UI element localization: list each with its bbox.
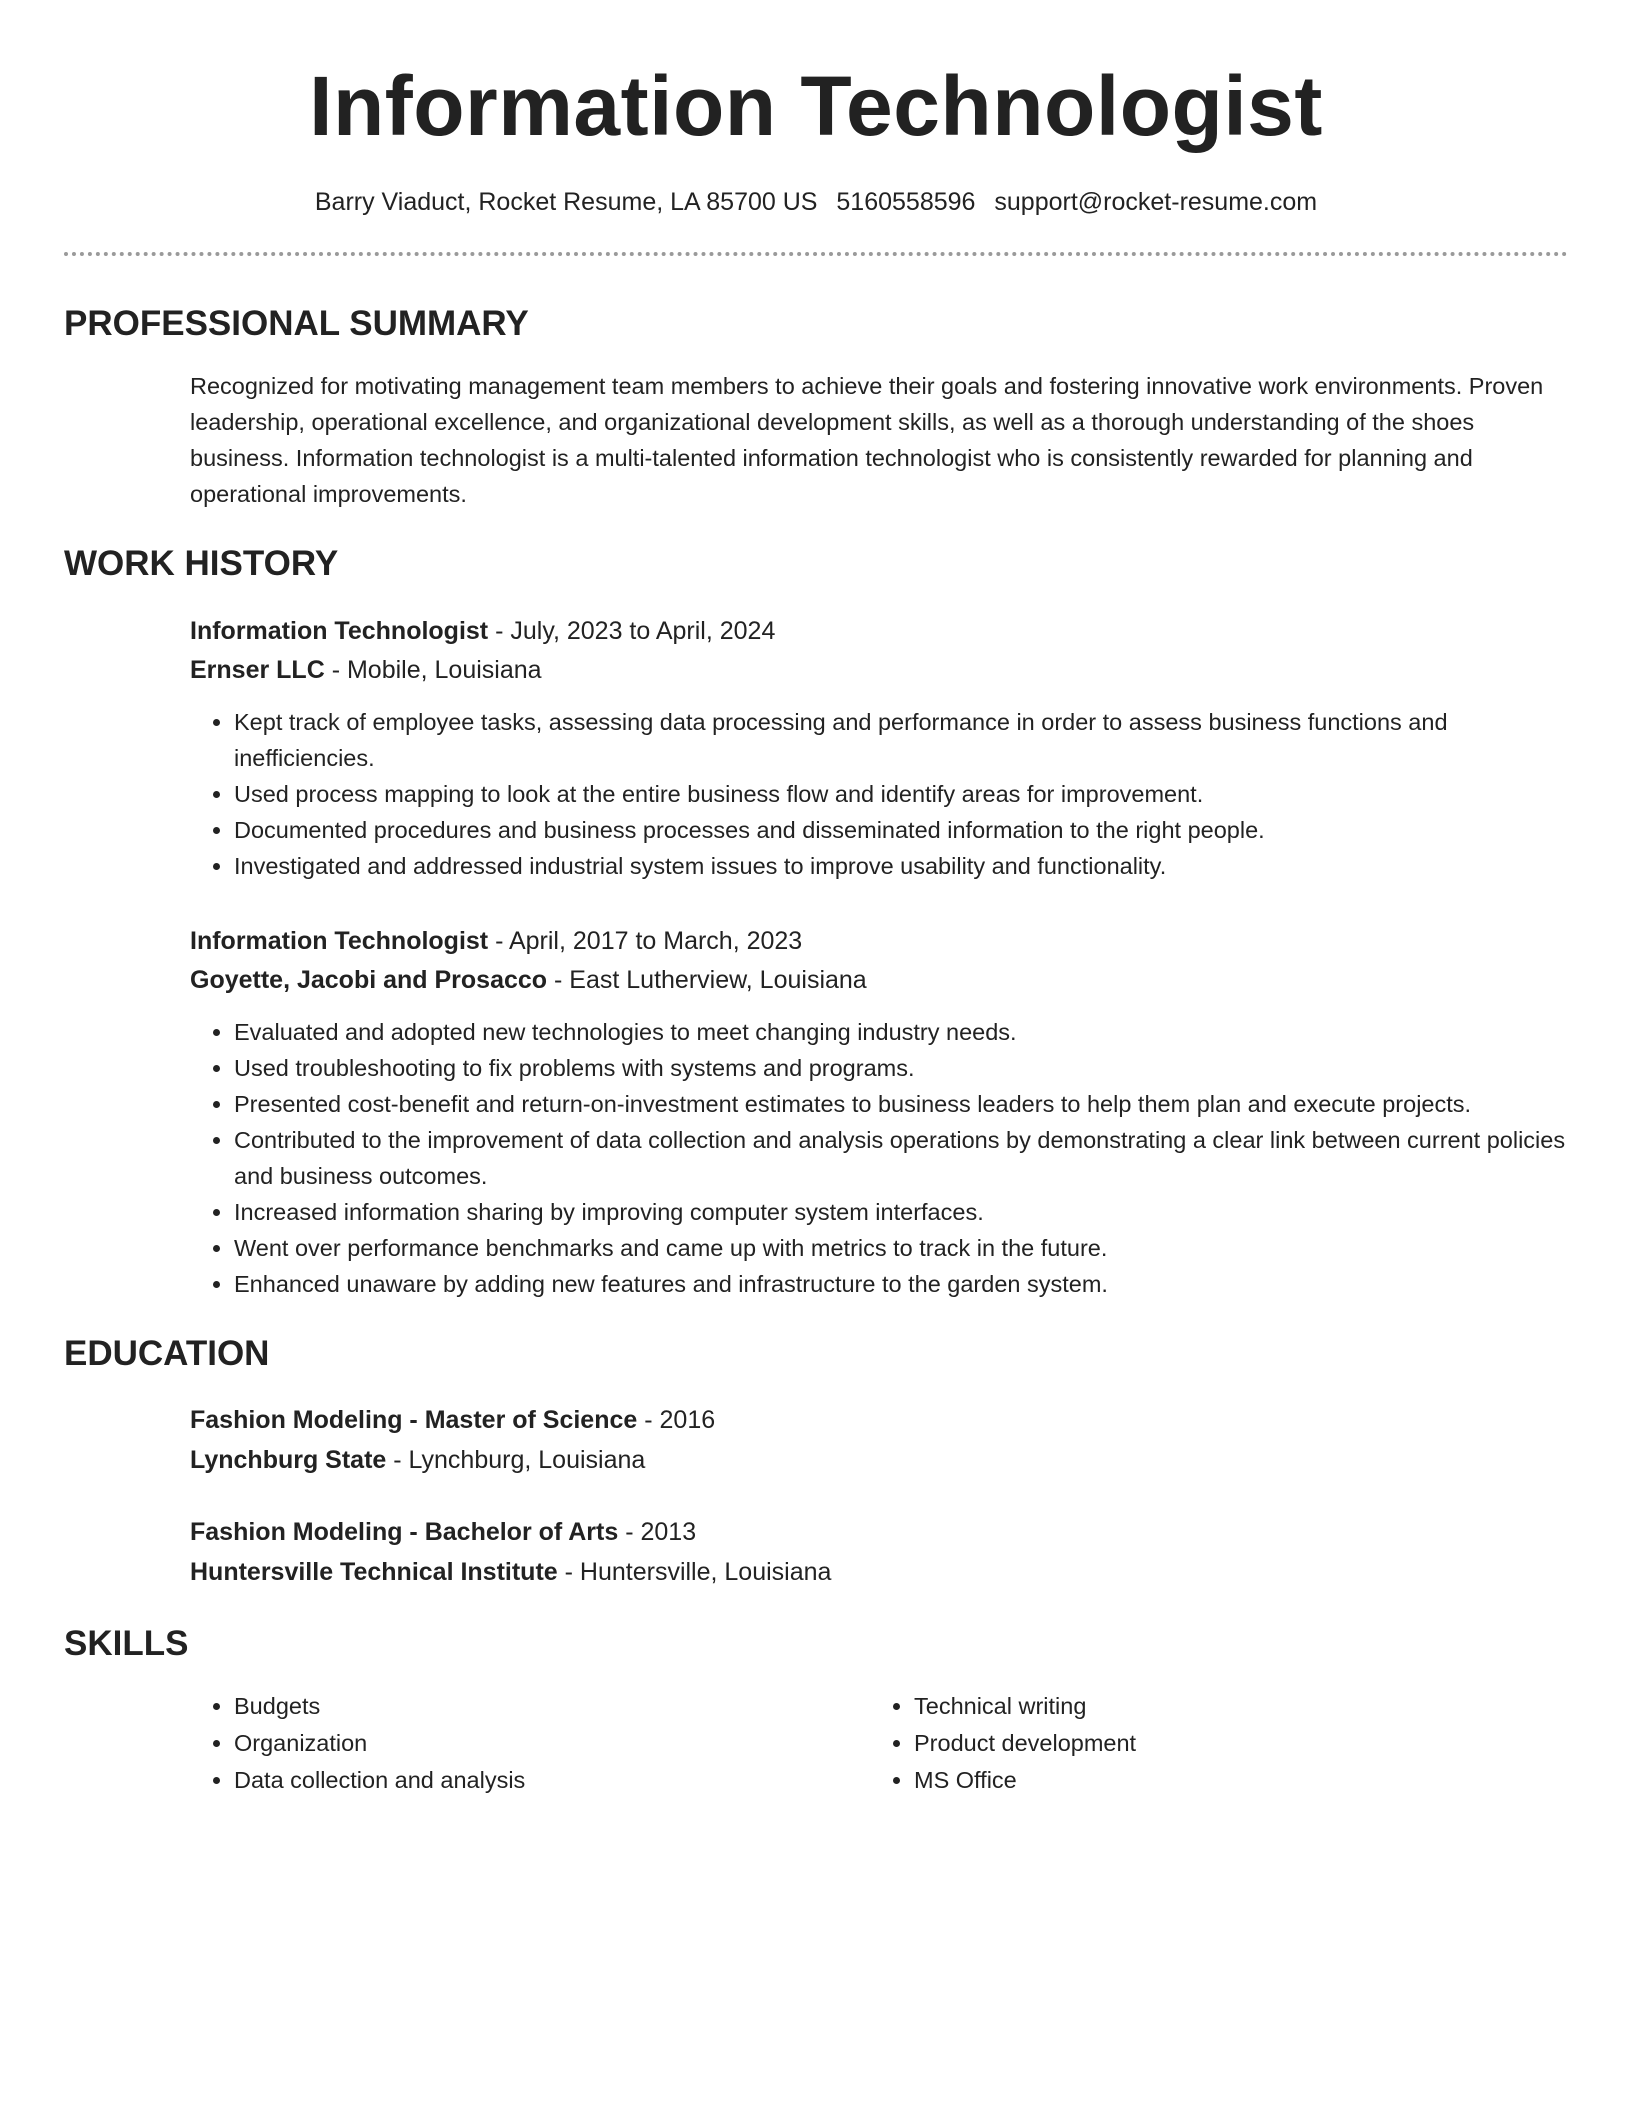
job-bullet: • Enhanced unaware by adding new features and infrastructure to the garden system. (234, 1266, 1568, 1302)
skill-item: • MS Office (914, 1762, 1550, 1799)
job-company: Goyette, Jacobi and Prosacco (190, 966, 548, 994)
education-degree: Fashion Modeling - Master of Science (190, 1406, 638, 1434)
job-location: - Mobile, Louisiana (324, 656, 542, 684)
contact-email: support@rocket-resume.com (994, 188, 1318, 216)
job-bullet: • Presented cost-benefit and return-on-investment estimates to business leaders to help them plan and execute projects. (234, 1086, 1568, 1122)
education-school: Huntersville Technical Institute (190, 1558, 558, 1586)
skill-item: • Technical writing (914, 1688, 1550, 1725)
job-bullet: • Documented procedures and business processes and disseminated information to the right people. (234, 812, 1568, 848)
job-title-line (190, 612, 1568, 651)
education-school-line (190, 1440, 1568, 1480)
skills-grid (64, 1688, 1568, 1799)
skill-item: • Budgets (234, 1688, 870, 1725)
skill-item: • Organization (234, 1725, 870, 1762)
work-history-heading: WORK HISTORY (64, 544, 339, 583)
education-degree: Fashion Modeling - Bachelor of Arts (190, 1518, 619, 1546)
job-location: - East Lutherview, Louisiana (547, 966, 867, 994)
skill-item: • Data collection and analysis (234, 1762, 870, 1799)
job-title: Information Technologist (190, 617, 489, 645)
skills-heading: SKILLS (64, 1624, 189, 1663)
job-title-line (190, 922, 1568, 961)
job-entry (64, 922, 1568, 1302)
education-school: Lynchburg State (190, 1446, 387, 1474)
education-school-line (190, 1552, 1568, 1592)
job-bullet: • Contributed to the improvement of data collection and analysis operations by demonstrating a clear link between current policies and business outcomes. (234, 1122, 1568, 1194)
education-location: - Huntersville, Louisiana (557, 1558, 832, 1586)
education-entry (64, 1512, 1568, 1592)
summary-text: Recognized for motivating management team members to achieve their goals and fostering innovative work environments. Proven leadership, operational excellence, and organizational development skills, as well as a thorough understanding of the shoes business. Information technologist is a multi-talented information technologist who is consistently rewarded for planning and operational improvements. (190, 373, 1544, 507)
job-bullet: • Used troubleshooting to fix problems with systems and programs. (234, 1050, 1568, 1086)
job-bullet: • Investigated and addressed industrial system issues to improve usability and functionality. (234, 848, 1568, 884)
education-year: - 2016 (637, 1406, 716, 1434)
job-bullet: • Evaluated and adopted new technologies to meet changing industry needs. (234, 1014, 1568, 1050)
education-location: - Lynchburg, Louisiana (386, 1446, 646, 1474)
job-company: Ernser LLC (190, 656, 325, 684)
resume-title: Information Technologist (309, 59, 1323, 153)
job-dates: - April, 2017 to March, 2023 (488, 927, 803, 955)
job-company-line (190, 651, 1568, 690)
job-dates: - July, 2023 to April, 2024 (488, 617, 776, 645)
contact-phone: 5160558596 (836, 188, 976, 216)
skill-item: • Product development (914, 1725, 1550, 1762)
skills-column-right (870, 1688, 1550, 1799)
education-year: - 2013 (618, 1518, 697, 1546)
job-bullet: • Increased information sharing by improving computer system interfaces. (234, 1194, 1568, 1230)
skills-section (64, 1622, 1568, 1799)
job-company-line (190, 961, 1568, 1000)
job-bullet: • Went over performance benchmarks and came up with metrics to track in the future. (234, 1230, 1568, 1266)
work-history-section (64, 542, 1568, 1302)
job-title: Information Technologist (190, 927, 489, 955)
education-degree-line (190, 1512, 1568, 1552)
job-bullets (190, 1014, 1568, 1302)
summary-heading: PROFESSIONAL SUMMARY (64, 304, 529, 343)
education-degree-line (190, 1400, 1568, 1440)
contact-line (64, 186, 1568, 218)
job-entry (64, 612, 1568, 884)
skills-column-left (190, 1688, 870, 1799)
education-entry (64, 1400, 1568, 1480)
education-section (64, 1332, 1568, 1592)
job-bullet: • Used process mapping to look at the entire business flow and identify areas for improvement. (234, 776, 1568, 812)
education-heading: EDUCATION (64, 1334, 270, 1373)
job-bullets (190, 704, 1568, 884)
job-bullet: • Kept track of employee tasks, assessing data processing and performance in order to assess business functions and inefficiencies. (234, 704, 1568, 776)
summary-section (64, 302, 1568, 512)
header-divider (64, 252, 1568, 256)
contact-address: Barry Viaduct, Rocket Resume, LA 85700 US (314, 188, 818, 216)
